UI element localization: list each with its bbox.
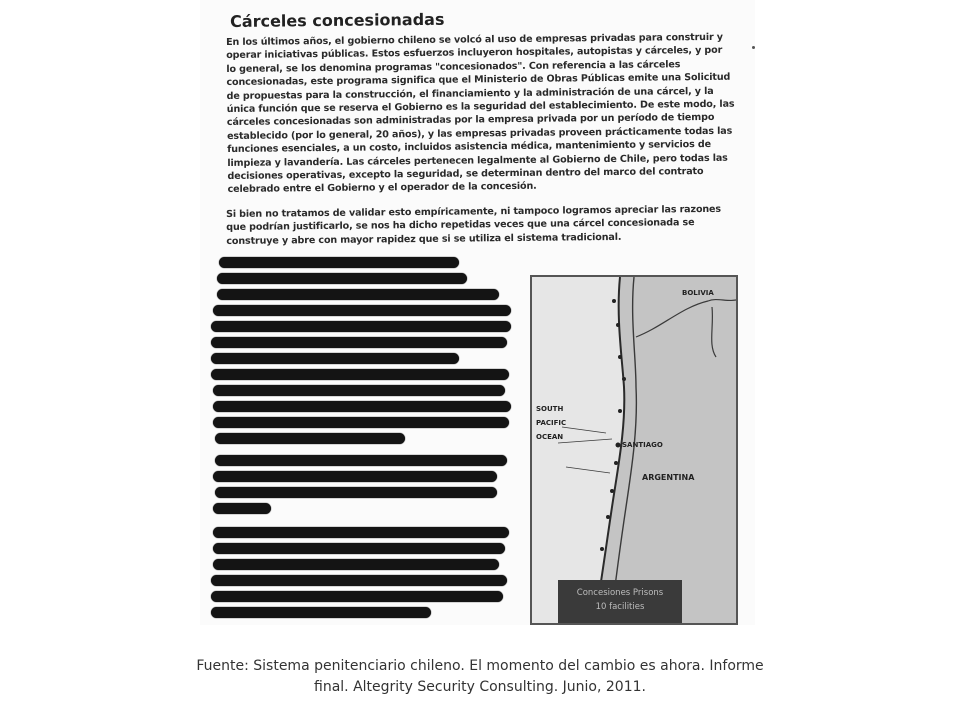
redaction-bar [215,433,405,444]
redaction-bar [211,591,503,602]
redacted-text-block [205,255,515,625]
source-citation: Fuente: Sistema penitenciario chileno. El momento del cambio es ahora. Informe final. Altegrity Security Consulting. Junio, 2011. [196,658,764,695]
redaction-bar [211,607,431,618]
redaction-bar [211,369,509,380]
map-label-argentina: ARGENTINA [642,473,695,482]
document-paragraph-1: En los últimos años, el gobierno chileno se volcó al uso de empresas privadas para construir y operar iniciativas públicas. Estos esfuerzos incluyeron hospitales, autopistas y cárceles, y por lo general, se los denomina programas "concesionados". Con referencia a las cárceles concesionadas, este programa significa que el Ministerio de Obras Públicas emite una Solicitud de propuestas para la construcción, el financiamiento y la administración de una cárcel, y la única función que se reserva el Gobierno es la seguridad del establecimiento. De este modo, las cárceles concesionadas son administradas por la empresa privada por un período de tiempo establecido (por lo general, 20 años), y las empresas privadas proveen prácticamente todas las funciones esenciales, a un costo, incluidos asistencia médica, mantenimiento y servicios de limpieza y lavandería. Las cárceles pertenecen legalmente al Gobierno de Chile, pero todas las decisiones operativas, excepto la seguridad, se determinan dentro del marco del contrato celebrado entre el Gobierno y el operador de la concesión. [226,31,735,196]
map-label-bolivia: BOLIVIA [682,289,714,297]
redaction-bar [219,257,459,268]
document-paragraph-2: Si bien no tratamos de validar esto empíricamente, ni tampoco logramos apreciar las razones que podrían justificarlo, se nos ha dicho repetidas veces que una cárcel concesionada se construye y abre con mayor rapidez que si se utiliza el sistema tradicional. [226,203,722,247]
redaction-bar [213,385,505,396]
redaction-bar [211,337,507,348]
redaction-bar [217,289,499,300]
map-label-pacific: PACIFIC [536,419,567,427]
map-label-south: SOUTH [536,405,564,413]
chile-map [530,275,738,625]
redaction-bar [217,273,467,284]
redaction-bar [211,353,459,364]
redaction-bar [213,417,509,428]
map-caption-line-1: Concesiones Prisons [576,588,664,598]
redaction-bar [213,527,509,538]
redaction-bar [215,455,507,466]
map-label-ocean: OCEAN [536,433,564,441]
redaction-bar [215,487,497,498]
map-caption [558,580,682,624]
map-label-santiago: SANTIAGO [622,441,663,449]
redaction-bar [213,503,271,514]
scan-speck [752,46,755,49]
redaction-bar [213,305,511,316]
redaction-bar [213,559,499,570]
redaction-bar [211,575,507,586]
redaction-bar [213,401,511,412]
redaction-bar [213,543,505,554]
redaction-bar [211,321,511,332]
map-graphic [532,277,738,625]
map-caption-line-2: 10 facilities [595,602,645,612]
redaction-bar [213,471,497,482]
document-title: Cárceles concesionadas [230,9,445,31]
